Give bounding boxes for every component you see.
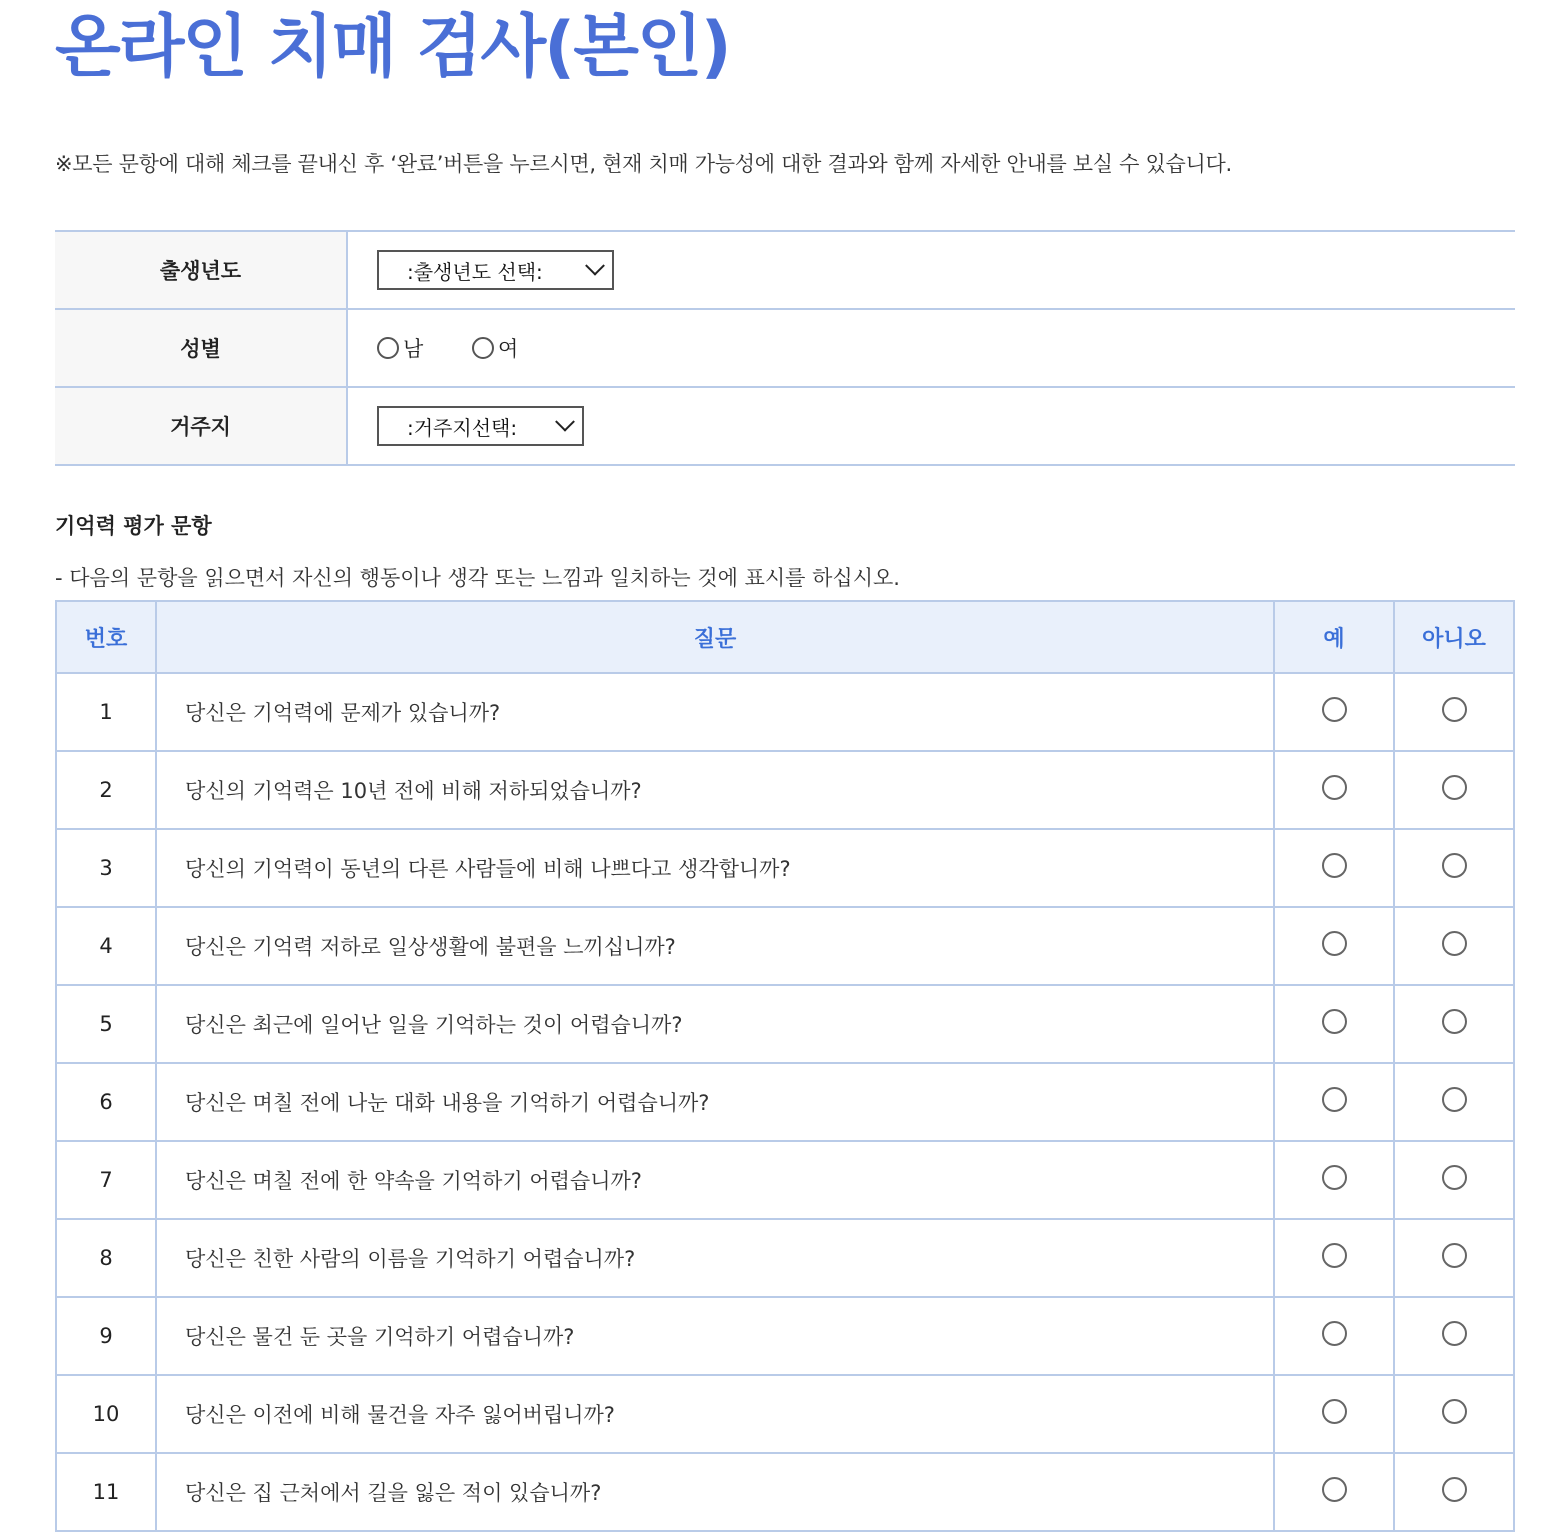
answer-yes-radio[interactable]	[1322, 1477, 1347, 1502]
table-row	[56, 751, 1514, 829]
residence-label: 거주지	[55, 387, 347, 465]
question-number: 11	[56, 1453, 156, 1531]
answer-no-cell	[1394, 1219, 1514, 1297]
table-row	[56, 1219, 1514, 1297]
question-text: 당신의 기억력은 10년 전에 비해 저하되었습니까?	[156, 751, 1274, 829]
answer-yes-cell	[1274, 673, 1394, 751]
answer-yes-radio[interactable]	[1322, 1009, 1347, 1034]
question-table-header	[56, 601, 1514, 673]
answer-yes-radio[interactable]	[1322, 931, 1347, 956]
column-header-question: 질문	[156, 601, 1274, 673]
answer-no-radio[interactable]	[1442, 1321, 1467, 1346]
answer-no-cell	[1394, 673, 1514, 751]
column-header-yes: 예	[1274, 601, 1394, 673]
question-number: 10	[56, 1375, 156, 1453]
question-text: 당신은 기억력 저하로 일상생활에 불편을 느끼십니까?	[156, 907, 1274, 985]
gender-female-label: 여	[497, 336, 519, 361]
answer-yes-radio[interactable]	[1322, 1087, 1347, 1112]
gender-male-label: 남	[403, 336, 424, 361]
gender-row	[55, 309, 1515, 387]
answer-yes-cell	[1274, 1453, 1394, 1531]
gender-label: 성별	[55, 309, 347, 387]
answer-no-cell	[1394, 1375, 1514, 1453]
table-row	[56, 1141, 1514, 1219]
residence-select[interactable]	[377, 406, 584, 446]
column-header-number: 번호	[56, 601, 156, 673]
answer-yes-cell	[1274, 985, 1394, 1063]
question-number: 9	[56, 1297, 156, 1375]
personal-info-table	[55, 230, 1515, 466]
answer-no-cell	[1394, 1453, 1514, 1531]
answer-yes-radio[interactable]	[1322, 697, 1347, 722]
answer-yes-radio[interactable]	[1322, 775, 1347, 800]
answer-no-radio[interactable]	[1442, 931, 1467, 956]
table-row	[56, 1375, 1514, 1453]
answer-no-cell	[1394, 907, 1514, 985]
gender-female-radio[interactable]	[472, 337, 494, 359]
answer-yes-cell	[1274, 1375, 1394, 1453]
gender-male-option[interactable]	[377, 333, 423, 363]
question-number: 8	[56, 1219, 156, 1297]
answer-no-cell	[1394, 751, 1514, 829]
birth-year-label: 출생년도	[55, 231, 347, 309]
question-number: 7	[56, 1141, 156, 1219]
birth-year-row	[55, 231, 1515, 309]
test-page	[55, 0, 1515, 1532]
answer-no-radio[interactable]	[1442, 853, 1467, 878]
answer-no-cell	[1394, 1297, 1514, 1375]
question-text: 당신은 집 근처에서 길을 잃은 적이 있습니까?	[156, 1453, 1274, 1531]
birth-year-select-value: :출생년도 선택:	[407, 259, 543, 284]
answer-yes-cell	[1274, 1297, 1394, 1375]
chevron-down-icon	[555, 412, 575, 432]
column-header-no: 아니오	[1394, 601, 1514, 673]
question-text: 당신은 친한 사람의 이름을 기억하기 어렵습니까?	[156, 1219, 1274, 1297]
residence-select-value: :거주지선택:	[407, 415, 518, 440]
table-row	[56, 1297, 1514, 1375]
question-text: 당신은 며칠 전에 한 약속을 기억하기 어렵습니까?	[156, 1141, 1274, 1219]
answer-yes-radio[interactable]	[1322, 1321, 1347, 1346]
question-number: 6	[56, 1063, 156, 1141]
answer-no-cell	[1394, 1141, 1514, 1219]
answer-no-radio[interactable]	[1442, 775, 1467, 800]
answer-no-radio[interactable]	[1442, 1165, 1467, 1190]
question-number: 1	[56, 673, 156, 751]
answer-yes-cell	[1274, 829, 1394, 907]
answer-yes-radio[interactable]	[1322, 1243, 1347, 1268]
section-title: 기억력 평가 문항	[55, 514, 212, 538]
question-table	[55, 600, 1515, 1532]
question-text: 당신은 최근에 일어난 일을 기억하는 것이 어렵습니까?	[156, 985, 1274, 1063]
question-number: 5	[56, 985, 156, 1063]
answer-yes-cell	[1274, 1063, 1394, 1141]
answer-no-radio[interactable]	[1442, 1477, 1467, 1502]
birth-year-select[interactable]	[377, 250, 614, 290]
answer-no-radio[interactable]	[1442, 1243, 1467, 1268]
instruction-notice: ※모든 문항에 대해 체크를 끝내신 후 ‘완료’버튼을 누르시면, 현재 치매 가능성에 대한 결과와 함께 자세한 안내를 보실 수 있습니다.	[55, 152, 1232, 176]
answer-yes-cell	[1274, 1219, 1394, 1297]
table-row	[56, 907, 1514, 985]
section-description: - 다음의 문항을 읽으면서 자신의 행동이나 생각 또는 느낌과 일치하는 것에 표시를 하십시오.	[55, 566, 900, 590]
question-number: 2	[56, 751, 156, 829]
answer-no-radio[interactable]	[1442, 1399, 1467, 1424]
answer-yes-radio[interactable]	[1322, 853, 1347, 878]
answer-yes-cell	[1274, 907, 1394, 985]
answer-yes-cell	[1274, 751, 1394, 829]
residence-row	[55, 387, 1515, 465]
question-text: 당신은 이전에 비해 물건을 자주 잃어버립니까?	[156, 1375, 1274, 1453]
answer-no-cell	[1394, 1063, 1514, 1141]
answer-no-radio[interactable]	[1442, 1087, 1467, 1112]
question-number: 4	[56, 907, 156, 985]
answer-yes-radio[interactable]	[1322, 1165, 1347, 1190]
table-row	[56, 673, 1514, 751]
question-text: 당신은 기억력에 문제가 있습니까?	[156, 673, 1274, 751]
chevron-down-icon	[585, 256, 605, 276]
answer-no-radio[interactable]	[1442, 697, 1467, 722]
answer-no-cell	[1394, 985, 1514, 1063]
table-row	[56, 1063, 1514, 1141]
table-row	[56, 829, 1514, 907]
answer-no-radio[interactable]	[1442, 1009, 1467, 1034]
page-title: 온라인 치매 검사(본인)	[55, 8, 730, 87]
answer-yes-cell	[1274, 1141, 1394, 1219]
table-row	[56, 1453, 1514, 1531]
question-text: 당신의 기억력이 동년의 다른 사람들에 비해 나쁘다고 생각합니까?	[156, 829, 1274, 907]
gender-female-option[interactable]	[472, 333, 518, 363]
question-text: 당신은 며칠 전에 나눈 대화 내용을 기억하기 어렵습니까?	[156, 1063, 1274, 1141]
question-text: 당신은 물건 둔 곳을 기억하기 어렵습니까?	[156, 1297, 1274, 1375]
gender-male-radio[interactable]	[377, 337, 399, 359]
question-number: 3	[56, 829, 156, 907]
answer-no-cell	[1394, 829, 1514, 907]
table-row	[56, 985, 1514, 1063]
answer-yes-radio[interactable]	[1322, 1399, 1347, 1424]
